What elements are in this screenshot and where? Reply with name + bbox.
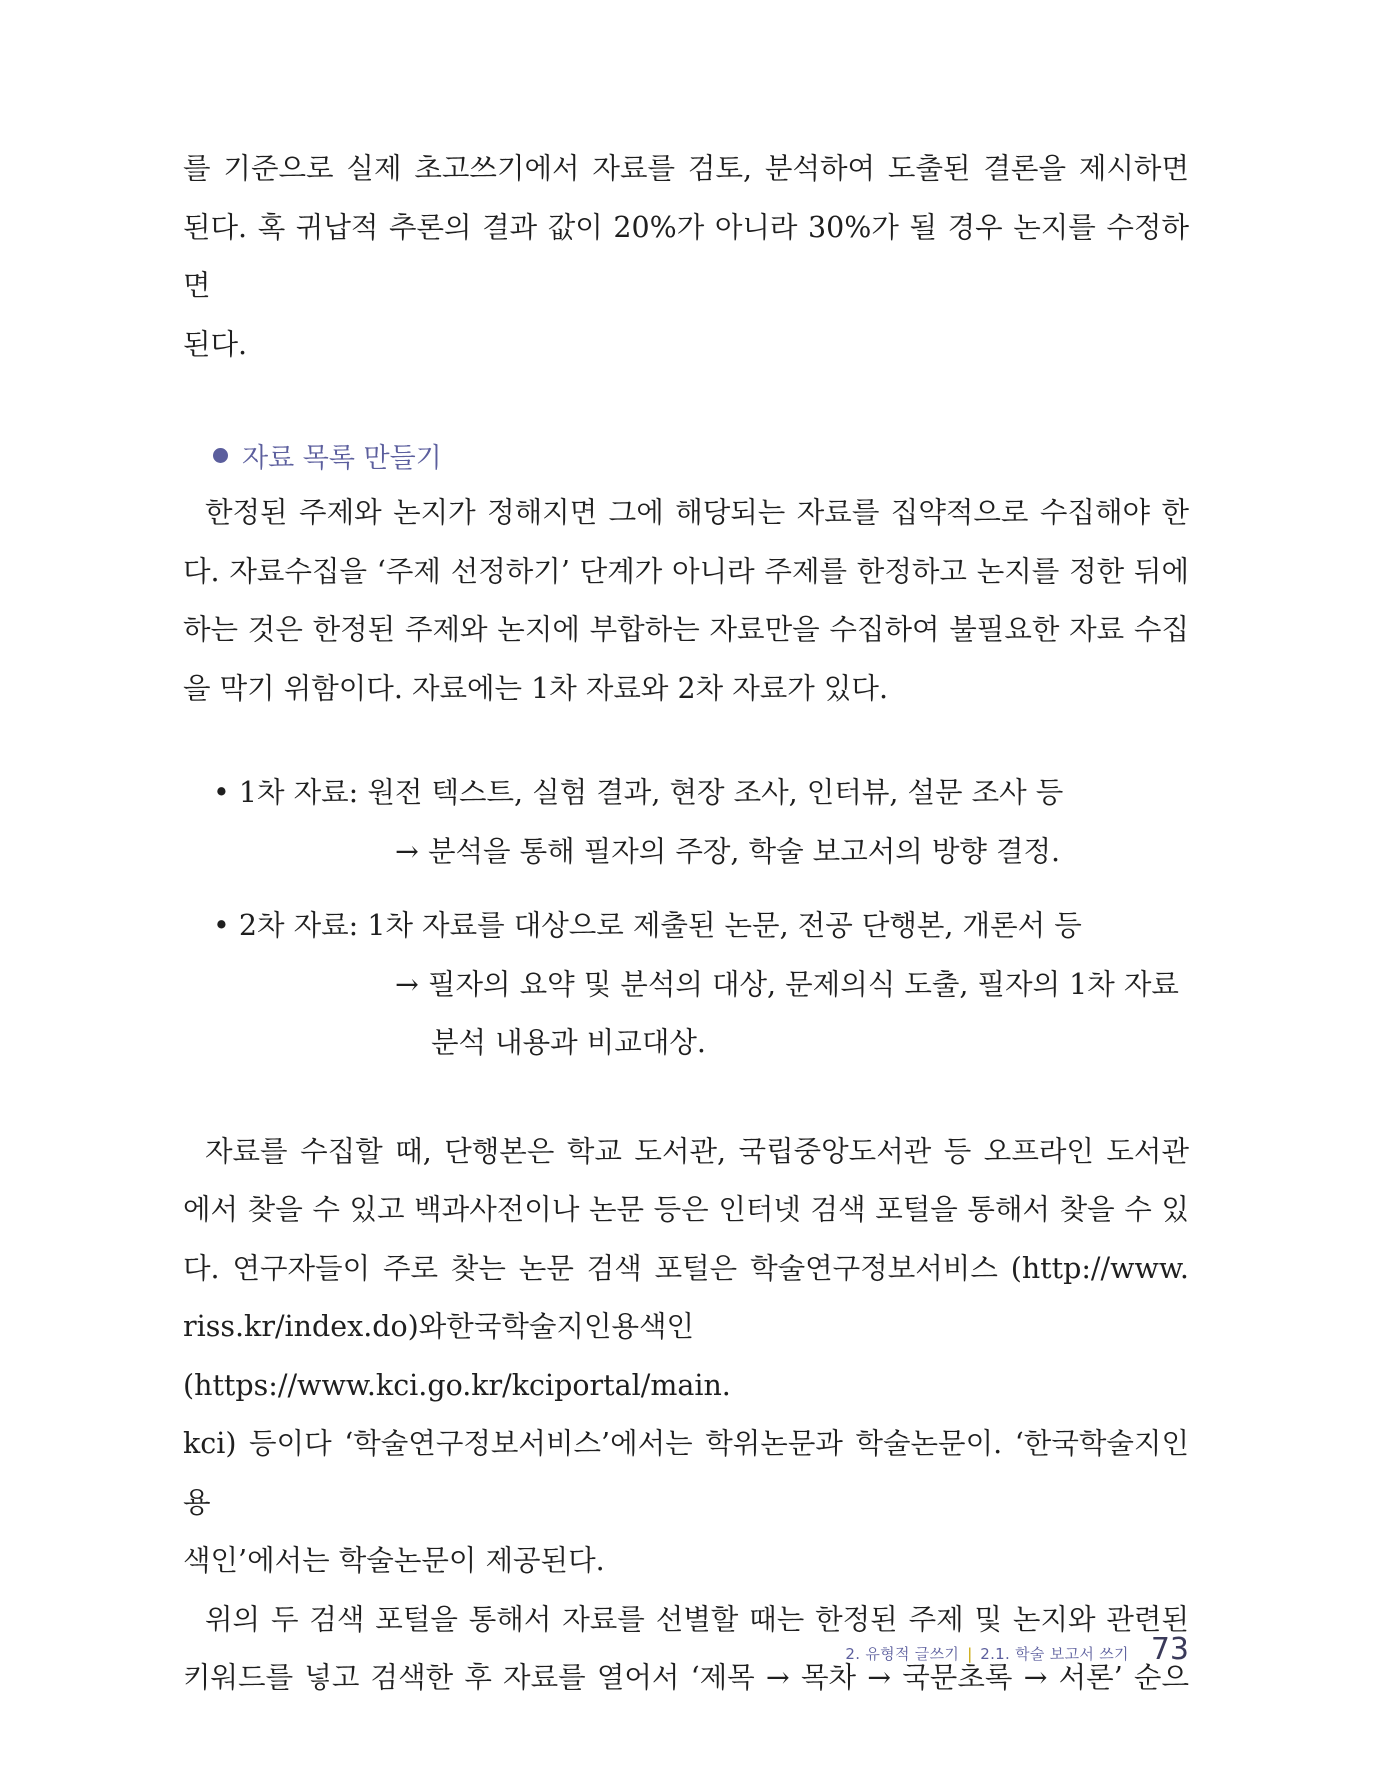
page-number: 73 (1150, 1632, 1189, 1667)
para3-line-2: 키워드를 넣고 검색한 후 자료를 열어서 ‘제목 → 목차 → 국문초록 → 서론’ 순으 (183, 1661, 1189, 1694)
para2-line-1: 자료를 수집할 때, 단행본은 학교 도서관, 국립중앙도서관 등 오프라인 도서관 (205, 1134, 1189, 1168)
secondary-source-item: • 2차 자료: 1차 자료를 대상으로 제출된 논문, 전공 단행본, 개론서 등 (213, 909, 1082, 942)
page-body (183, 140, 1189, 1708)
primary-source-item: • 1차 자료: 원전 텍스트, 실험 결과, 현장 조사, 인터뷰, 설문 조사 등 (213, 776, 1064, 809)
section-heading-text: 자료 목록 만들기 (242, 442, 442, 474)
para2-line-3: 다. 연구자들이 주로 찾는 논문 검색 포털은 학술연구정보서비스 (http://www. (183, 1251, 1189, 1285)
paragraph-2 (183, 1123, 1189, 1591)
section-paragraph-1 (183, 484, 1189, 718)
para1-line-1: 한정된 주제와 논지가 정해지면 그에 해당되는 자료를 집약적으로 수집해야 한 (205, 496, 1189, 529)
intro-line-2: 된다. 혹 귀납적 추론의 결과 값이 20%가 아니라 30%가 될 경우 논지를 수정하면 (183, 210, 1189, 302)
para3-line-1: 위의 두 검색 포털을 통해서 자료를 선별할 때는 한정된 주제 및 논지와 관련된 (205, 1602, 1189, 1636)
intro-paragraph (183, 140, 1189, 374)
intro-line-3: 된다. (183, 327, 248, 361)
para2-line-2: 에서 찾을 수 있고 백과사전이나 논문 등은 인터넷 검색 포털을 통해서 찾을 수 있 (183, 1193, 1189, 1226)
para2-line-6: 색인’에서는 학술논문이 제공된다. (183, 1544, 605, 1577)
primary-source-note: → 분석을 통해 필자의 주장, 학술 보고서의 방향 결정. (395, 834, 1061, 868)
footer-chapter: 2. 유형적 글쓰기 (845, 1645, 960, 1663)
source-types-list (183, 764, 1189, 1073)
footer-section: 2.1. 학술 보고서 쓰기 (980, 1645, 1129, 1663)
bullet-dot-icon (213, 448, 228, 463)
running-footer (845, 1632, 1189, 1667)
section-heading (183, 426, 1189, 484)
secondary-source-note-2: 분석 내용과 비교대상. (431, 1026, 706, 1059)
para1-line-2: 다. 자료수집을 ‘주제 선정하기’ 단계가 아니라 주제를 한정하고 논지를 정한 뒤에 (183, 554, 1189, 588)
secondary-source-note-1: → 필자의 요약 및 분석의 대상, 문제의식 도출, 필자의 1차 자료 (395, 967, 1179, 1001)
para2-line-5: kci) 등이다 ‘학술연구정보서비스’에서는 학위논문과 학술논문이. ‘한국학술지인용 (183, 1427, 1189, 1519)
para1-line-3: 하는 것은 한정된 주제와 논지에 부합하는 자료만을 수집하여 불필요한 자료 수집 (183, 613, 1189, 646)
intro-line-1: 를 기준으로 실제 초고쓰기에서 자료를 검토, 분석하여 도출된 결론을 제시하면 (183, 152, 1189, 185)
footer-separator: | (967, 1645, 973, 1663)
para1-line-4: 을 막기 위함이다. 자료에는 1차 자료와 2차 자료가 있다. (183, 671, 889, 705)
para2-line-4: riss.kr/index.do)와한국학술지인용색인(https://www.kci.go.kr/kciportal/main. (183, 1310, 731, 1402)
